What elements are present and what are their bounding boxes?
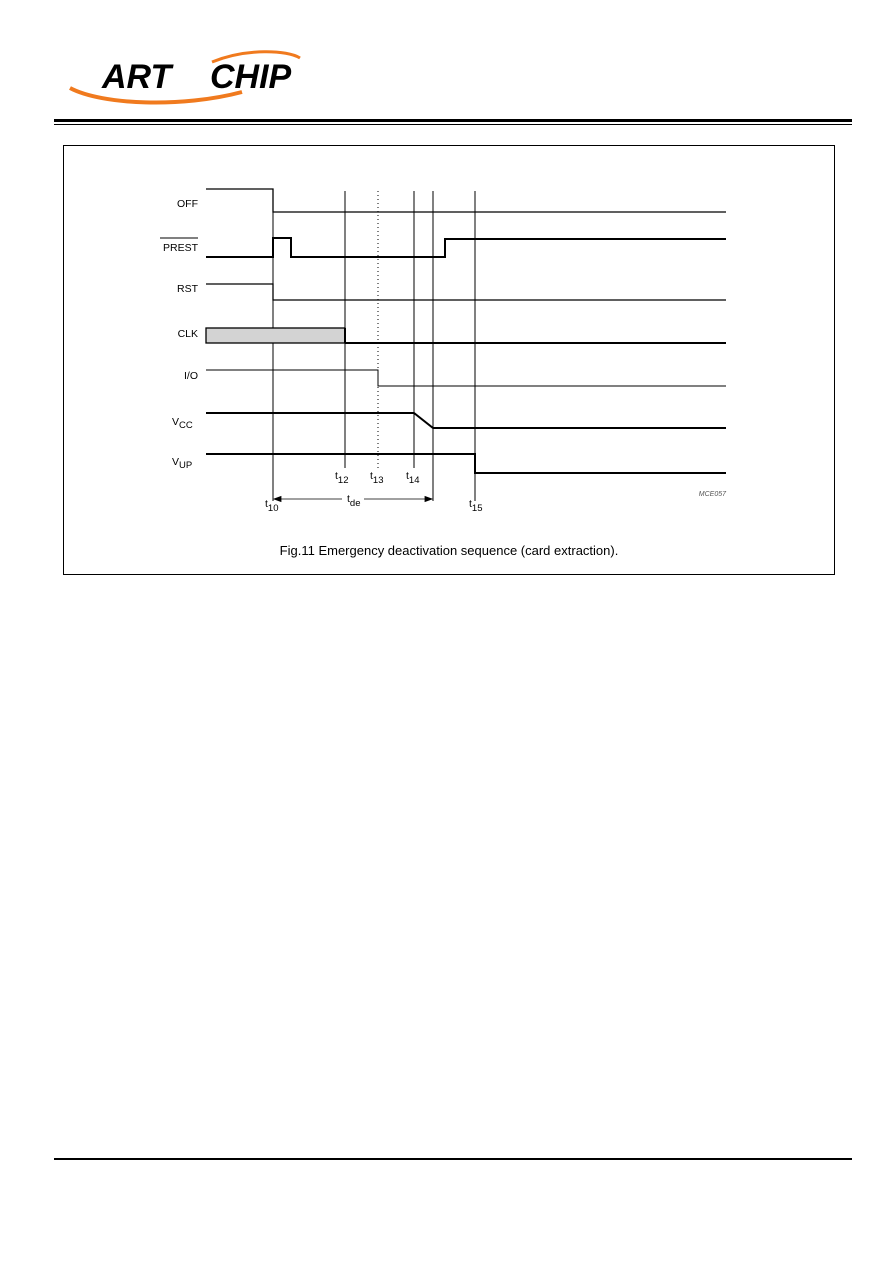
off-label: OFF	[177, 198, 198, 210]
vcc-label: VCC	[172, 416, 193, 431]
prest-waveform	[206, 238, 726, 257]
figure-code: MCE057	[698, 491, 726, 498]
timing-diagram	[64, 146, 834, 574]
logo-text-chip: CHIP	[210, 58, 292, 96]
vcc-waveform	[206, 413, 726, 428]
rst-waveform	[206, 284, 726, 300]
tde-label: tde	[347, 493, 361, 509]
off-waveform	[206, 189, 726, 212]
vup-label: VUP	[172, 456, 193, 471]
t12-label: t12	[335, 470, 349, 486]
figure-caption: Fig.11 Emergency deactivation sequence (card extraction).	[279, 543, 619, 558]
io-label: I/O	[183, 370, 198, 382]
vup-waveform	[206, 454, 726, 473]
footer-rule	[54, 1158, 852, 1160]
figure-frame	[63, 145, 835, 575]
t13-label: t13	[370, 470, 384, 486]
t10-label: t10	[265, 498, 279, 514]
rst-label: RST	[177, 283, 198, 295]
header-rule	[54, 119, 852, 125]
prest-label: PREST	[162, 242, 198, 254]
logo-text-art: ART	[102, 58, 172, 96]
artchip-logo	[62, 40, 312, 115]
t14-label: t14	[406, 470, 420, 486]
clk-active-region	[206, 328, 345, 343]
clk-label: CLK	[177, 328, 198, 340]
t15-label: t15	[469, 498, 483, 514]
io-waveform	[206, 370, 726, 386]
